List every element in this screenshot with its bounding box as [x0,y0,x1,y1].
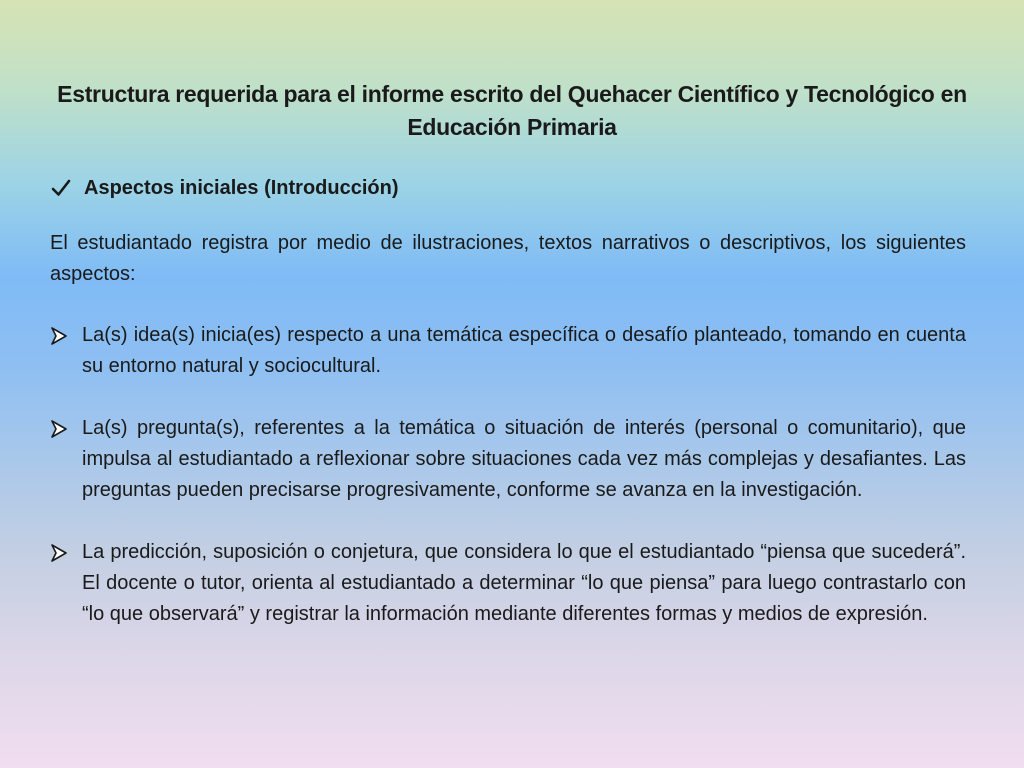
list-item [50,413,966,506]
bullet-text: La predicción, suposición o conjetura, que considera lo que el estudiantado “piensa que sucederá”. El docente o tutor, orienta al estudiantado a determinar “lo que piensa” para luego contrastarlo con “lo que observará” y registrar la información mediante diferentes formas y medios de expresión. [82,541,966,625]
list-item [50,320,966,382]
bullet-text: La(s) idea(s) inicia(es) respecto a una temática específica o desafío planteado, tomando en cuenta su entorno natural y sociocultural. [82,324,966,377]
slide-title: Estructura requerida para el informe escrito del Quehacer Científico y Tecnológico en Educación Primaria [57,81,967,140]
bullet-list [50,320,966,661]
arrow-icon [50,420,68,438]
section-heading-label: Aspectos iniciales (Introducción) [84,177,399,199]
list-item [50,537,966,630]
bullet-text: La(s) pregunta(s), referentes a la temática o situación de interés (personal o comunitario), que impulsa al estudiantado a reflexionar sobre situaciones cada vez más complejas y desafiantes. Las preguntas pueden precisarse progresivamente, conforme se avanza en la investigación. [82,417,966,501]
check-icon [50,177,72,199]
arrow-icon [50,544,68,562]
arrow-icon [50,327,68,345]
section-heading [50,174,399,202]
intro-paragraph: El estudiantado registra por medio de ilustraciones, textos narrativos o descriptivos, los siguientes aspectos: [50,232,966,285]
